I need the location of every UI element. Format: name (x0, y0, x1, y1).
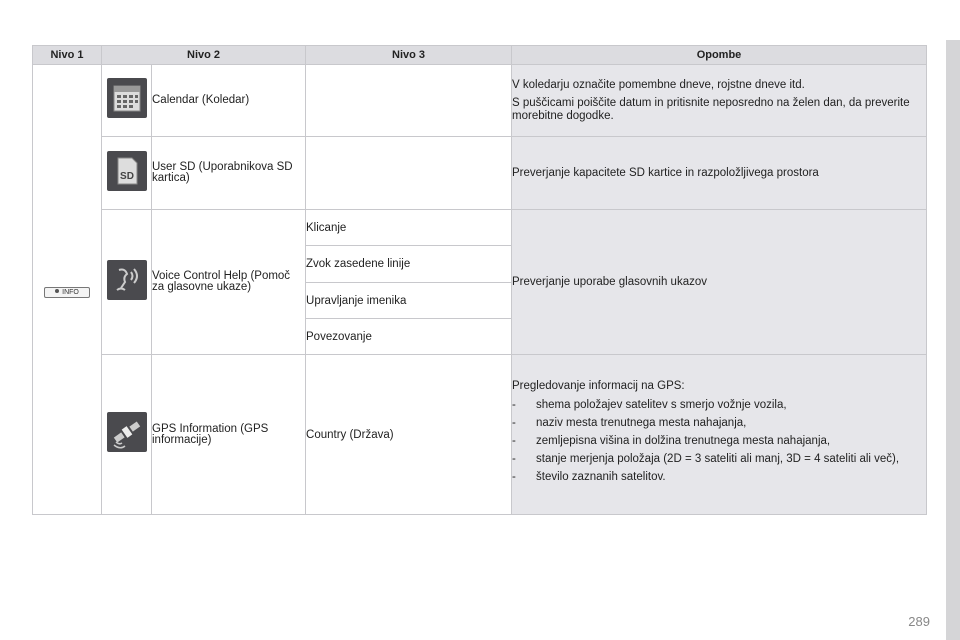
list-item: - zemljepisna višina in dolžina trenutnega mesta nahajanja, (512, 435, 926, 448)
page-number: 289 (908, 614, 930, 629)
list-item: - stanje merjenja položaja (2D = 3 sateliti ali manj, 3D = 4 sateliti ali več), (512, 453, 926, 466)
voice-label: Voice Control Help (Pomoč za glasovne ukaze) (152, 210, 306, 355)
calendar-icon-cell (102, 65, 152, 137)
gps-notes: Pregledovanje informacij na GPS: - shema položajev satelitev s smerjo vožnje vozila, - naziv mesta trenutnega mesta nahajanja, - zemljepisna višina in dolžina trenutnega mesta nahajanja, - stanje merjenja položaja (2D = 3 sateliti ali manj, 3D = 4 sateliti ali več), - število zaznanih satelitov. (512, 355, 927, 515)
calendar-notes: V koledarju označite pomembne dneve, rojstne dneve itd. S puščicami poiščite datum in pritisnite neposredno na želen dan, da preverite morebitne dogodke. (512, 65, 927, 137)
voice-sub-3: Upravljanje imenika (306, 283, 512, 319)
voice-notes: Preverjanje uporabe glasovnih ukazov (512, 210, 927, 355)
header-opombe: Opombe (512, 46, 927, 65)
list-item: - naziv mesta trenutnega mesta nahajanja, (512, 417, 926, 430)
header-nivo2: Nivo 2 (102, 46, 306, 65)
sd-icon-cell (102, 137, 152, 210)
voice-sub-2: Zvok zasedene linije (306, 246, 512, 283)
gps-sub: Country (Država) (306, 355, 512, 515)
usersd-nivo3 (306, 137, 512, 210)
table-row (33, 355, 927, 515)
header-nivo1: Nivo 1 (33, 46, 102, 65)
list-item: - število zaznanih satelitov. (512, 471, 926, 484)
calendar-label: Calendar (Koledar) (152, 65, 306, 137)
voice-sub-1: Klicanje (306, 210, 512, 246)
sd-card-icon (107, 151, 147, 191)
svg-text:SD: SD (119, 170, 134, 182)
settings-table (32, 45, 927, 515)
gps-info-list (512, 399, 926, 484)
header-row (33, 46, 927, 65)
voice-icon-cell (102, 210, 152, 355)
level1-cell (33, 65, 102, 515)
calendar-nivo3 (306, 65, 512, 137)
usersd-label: User SD (Uporabnikova SD kartica) (152, 137, 306, 210)
table-row (33, 65, 927, 137)
table-row (33, 210, 927, 246)
satellite-icon (107, 412, 147, 452)
usersd-notes: Preverjanje kapacitete SD kartice in razpoložljivega prostora (512, 137, 927, 210)
voice-control-icon (107, 260, 147, 300)
page-side-strip (946, 40, 960, 640)
gps-icon-cell (102, 355, 152, 515)
header-nivo3: Nivo 3 (306, 46, 512, 65)
calendar-icon (107, 78, 147, 118)
list-item: - shema položajev satelitev s smerjo vožnje vozila, (512, 399, 926, 412)
table-row (33, 137, 927, 210)
gps-label: GPS Information (GPS informacije) (152, 355, 306, 515)
voice-sub-4: Povezovanje (306, 319, 512, 355)
info-badge: INFO (44, 287, 90, 298)
